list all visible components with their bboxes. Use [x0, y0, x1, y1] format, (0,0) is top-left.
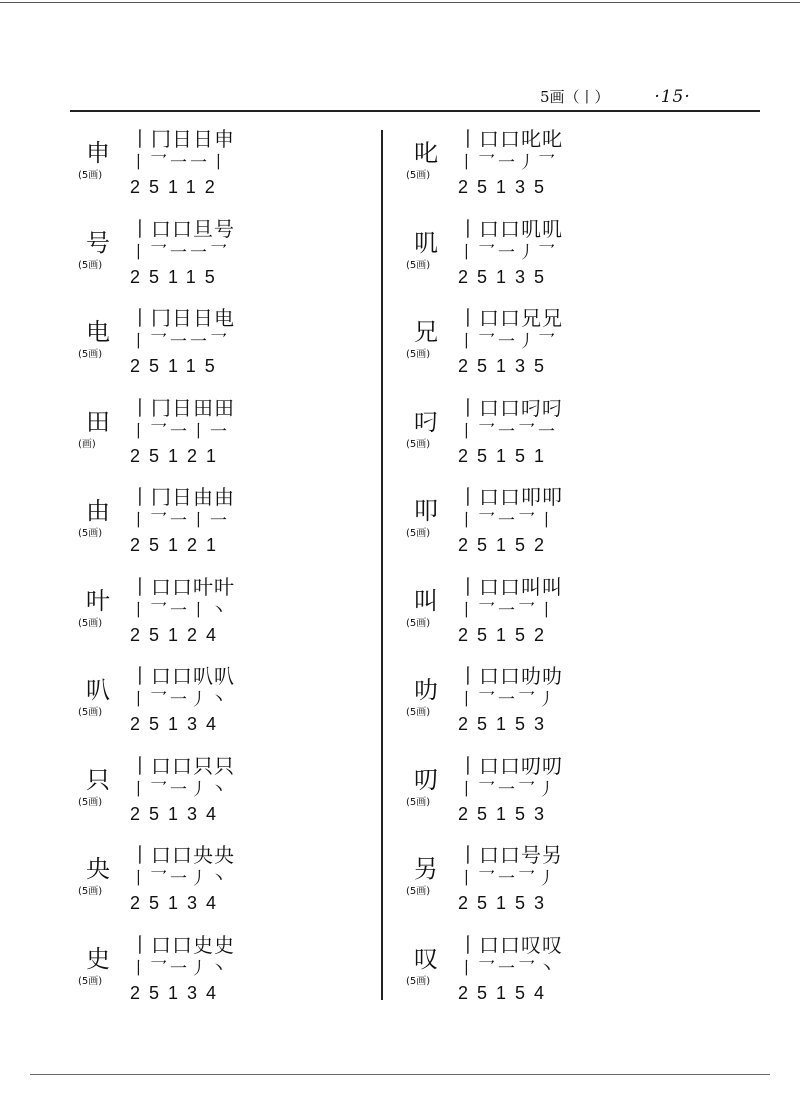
stroke-sequence: 丨乛一丿丶: [130, 779, 230, 800]
stroke-sequence: 丨乛一乛丶: [458, 958, 558, 979]
character-entry: [398, 932, 698, 1022]
stroke-code: 25153: [458, 803, 554, 824]
stroke-sequence: 丨乛一乛丨: [458, 600, 558, 621]
stroke-progression: 丨口口叱叱: [458, 127, 563, 151]
stroke-progression: 丨口口旦号: [130, 216, 235, 241]
stroke-count-label: (5画): [78, 886, 103, 897]
character-entry: [70, 126, 370, 216]
stroke-sequence: 丨乛一丿丶: [130, 869, 230, 889]
left-column: [70, 126, 370, 1021]
entry-character: 叩: [414, 497, 438, 525]
stroke-progression: 丨口口央央: [130, 843, 235, 867]
stroke-sequence: 丨乛一一乛: [130, 332, 230, 352]
character-entry: [70, 753, 370, 843]
stroke-count-label: (5画): [78, 528, 103, 539]
stroke-code: 25135: [458, 266, 554, 287]
stroke-progression: 丨口口叫叫: [458, 574, 563, 599]
stroke-sequence: 丨乛一丿丶: [130, 690, 230, 710]
top-border: [0, 2, 800, 3]
character-entry: [70, 842, 370, 932]
stroke-progression: 丨口口叶叶: [130, 574, 235, 599]
stroke-count-label: (5画): [406, 259, 431, 271]
page-header: [540, 86, 691, 107]
entry-character: 由: [86, 497, 110, 525]
entry-character: 叻: [414, 676, 438, 704]
stroke-progression: 丨口口叼叼: [458, 395, 563, 420]
section-title: 5画（丨）: [540, 88, 610, 106]
stroke-progression: 丨冂日由由: [130, 485, 235, 509]
character-entry: [70, 305, 370, 395]
character-entry: [398, 842, 698, 932]
stroke-sequence: 丨乛一乛丿: [458, 690, 558, 710]
stroke-count-label: (画): [78, 438, 96, 450]
stroke-sequence: 丨乛一乛丨: [458, 511, 558, 531]
stroke-code: 25152: [458, 624, 554, 645]
character-entry: [398, 395, 698, 485]
stroke-code: 25134: [130, 714, 226, 734]
stroke-sequence: 丨乛一丿乛: [458, 153, 558, 173]
stroke-code: 25115: [130, 356, 224, 376]
entry-character: 叶: [86, 586, 110, 615]
bottom-rule: [30, 1074, 770, 1075]
stroke-sequence: 丨乛一丿乛: [458, 242, 558, 263]
stroke-code: 25124: [130, 624, 226, 645]
character-entry: [70, 574, 370, 664]
entry-character: 叱: [414, 139, 438, 167]
character-entry: [70, 395, 370, 485]
stroke-count-label: (5画): [78, 170, 103, 181]
stroke-sequence: 丨乛一丨一: [130, 421, 230, 442]
stroke-progression: 丨口口叨叨: [458, 753, 563, 778]
entry-character: 号: [86, 228, 110, 257]
entry-character: 叼: [414, 407, 438, 436]
stroke-sequence: 丨乛一丿丶: [130, 958, 230, 979]
character-entry: [398, 574, 698, 664]
stroke-count-label: (5画): [406, 528, 431, 539]
entry-character: 田: [86, 407, 110, 436]
stroke-progression: 丨口口史史: [130, 932, 235, 957]
stroke-progression: 丨口口号另: [458, 843, 563, 867]
entry-character: 叫: [414, 586, 438, 615]
stroke-sequence: 丨乛一乛丿: [458, 869, 558, 889]
stroke-count-label: (5画): [78, 796, 103, 808]
stroke-code: 25152: [458, 535, 554, 555]
stroke-count-label: (5画): [78, 975, 103, 987]
stroke-sequence: 丨乛一丿乛: [458, 332, 558, 352]
entry-character: 叹: [414, 944, 438, 973]
entry-character: 兄: [414, 318, 438, 346]
stroke-count-label: (5画): [406, 886, 431, 897]
stroke-code: 25112: [130, 177, 224, 197]
stroke-code: 25121: [130, 445, 226, 466]
column-divider: [381, 130, 383, 1000]
stroke-sequence: 丨乛一乛一: [458, 421, 558, 442]
character-entry: [70, 216, 370, 306]
stroke-sequence: 丨乛一乛丿: [458, 779, 558, 800]
stroke-count-label: (5画): [406, 438, 431, 450]
stroke-count-label: (5画): [78, 617, 103, 629]
entry-character: 央: [86, 855, 110, 883]
entry-character: 史: [86, 944, 110, 973]
stroke-code: 25154: [458, 982, 554, 1003]
character-entry: [398, 484, 698, 574]
stroke-code: 25153: [458, 893, 554, 913]
stroke-code: 25151: [458, 445, 554, 466]
stroke-progression: 丨口口叽叽: [458, 216, 563, 241]
stroke-count-label: (5画): [78, 707, 103, 718]
right-column: [398, 126, 698, 1021]
entry-character: 另: [414, 855, 438, 883]
stroke-count-label: (5画): [406, 170, 431, 181]
stroke-progression: 丨口口叭叭: [130, 664, 235, 688]
character-entry: [398, 216, 698, 306]
entry-character: 叨: [414, 765, 438, 794]
stroke-sequence: 丨乛一丨一: [130, 511, 230, 531]
entry-character: 电: [86, 318, 110, 346]
entry-character: 叭: [86, 676, 110, 704]
character-entry: [70, 484, 370, 574]
stroke-code: 25153: [458, 714, 554, 734]
stroke-progression: 丨口口兄兄: [458, 306, 563, 330]
page-number: ·15·: [654, 87, 691, 107]
stroke-code: 25134: [130, 803, 226, 824]
stroke-progression: 丨口口只只: [130, 753, 235, 778]
stroke-progression: 丨口口叻叻: [458, 664, 563, 688]
entry-character: 叽: [414, 228, 438, 257]
stroke-code: 25134: [130, 982, 226, 1003]
entry-character: 只: [86, 765, 110, 794]
stroke-count-label: (5画): [78, 349, 103, 360]
character-entry: [398, 753, 698, 843]
stroke-count-label: (5画): [78, 259, 103, 271]
stroke-code: 25115: [130, 266, 224, 287]
stroke-count-label: (5画): [406, 975, 431, 987]
header-rule: [70, 110, 760, 112]
character-entry: [398, 305, 698, 395]
character-entry: [70, 663, 370, 753]
stroke-sequence: 丨乛一一丨: [130, 153, 230, 173]
stroke-progression: 丨冂日日电: [130, 306, 235, 330]
stroke-count-label: (5画): [406, 707, 431, 718]
stroke-count-label: (5画): [406, 349, 431, 360]
stroke-progression: 丨口口叩叩: [458, 485, 563, 509]
stroke-code: 25134: [130, 893, 226, 913]
stroke-code: 25135: [458, 356, 554, 376]
stroke-progression: 丨冂日日申: [130, 127, 235, 151]
character-entry: [398, 126, 698, 216]
stroke-code: 25121: [130, 535, 226, 555]
stroke-code: 25135: [458, 177, 554, 197]
character-entry: [398, 663, 698, 753]
stroke-count-label: (5画): [406, 796, 431, 808]
character-entry: [70, 932, 370, 1022]
stroke-progression: 丨冂日田田: [130, 395, 235, 420]
entry-character: 申: [86, 139, 110, 167]
stroke-progression: 丨口口叹叹: [458, 932, 563, 957]
stroke-sequence: 丨乛一一乛: [130, 242, 230, 263]
stroke-sequence: 丨乛一丨丶: [130, 600, 230, 621]
stroke-count-label: (5画): [406, 617, 431, 629]
